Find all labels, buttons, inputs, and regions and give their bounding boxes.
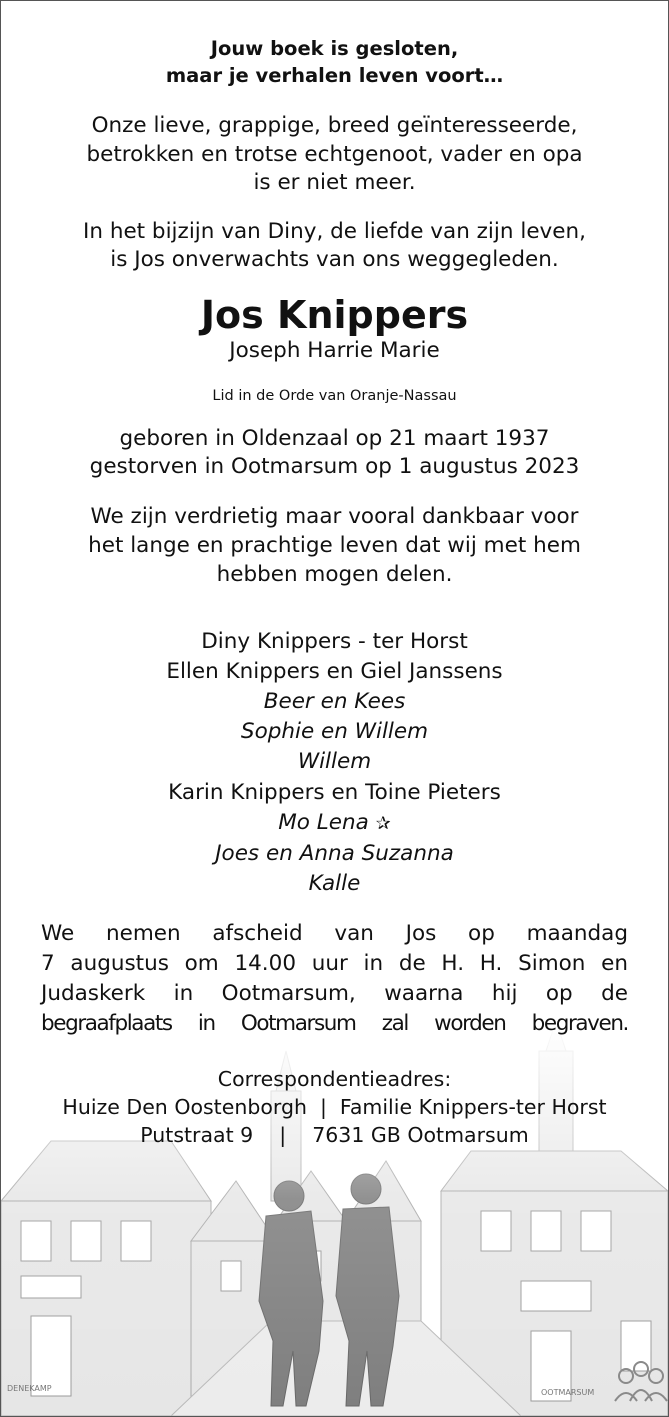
grandchildren: Beer en Kees	[263, 688, 406, 714]
passing-line: In het bijzijn van Diny, de liefde van zijn leven,	[83, 218, 586, 244]
funeral-line: Judaskerk in Ootmarsum, waarna hij op de	[41, 981, 628, 1007]
distinction: Lid in de Orde van Oranje-Nassau	[212, 387, 457, 404]
intro-line: betrokken en trotse echtgenoot, vader en opa	[86, 141, 583, 167]
motto-line: Jouw boek is gesloten,	[210, 37, 459, 60]
grandchildren: Joes en Anna Suzanna	[215, 840, 454, 866]
deceased-full-name: Joseph Harrie Marie	[229, 337, 440, 363]
funeral-line: We nemen afscheid van Jos op maandag	[41, 921, 628, 947]
death-line: gestorven in Ootmarsum op 1 augustus 2023	[89, 454, 580, 479]
funeral-line: 7 augustus om 14.00 uur in de H. H. Simon en	[41, 951, 628, 977]
life-dates	[1, 425, 668, 482]
intro-paragraph	[1, 112, 668, 198]
grandchildren-with-star	[1, 808, 668, 839]
gratitude-paragraph	[1, 502, 668, 589]
obituary-text	[1, 1, 668, 1149]
family-member: Karin Knippers en Toine Pieters	[168, 779, 501, 805]
family-member: Ellen Knippers en Giel Janssens	[166, 658, 503, 684]
grandchildren: Sophie en Willem	[240, 719, 429, 745]
intro-line: is er niet meer.	[253, 170, 416, 195]
intro-line: Onze lieve, grappige, breed geïnteresseerde,	[91, 113, 578, 138]
funeral-paragraph	[41, 919, 628, 1039]
funeral-line: begraafplaats in Ootmarsum zal worden begraven.	[41, 1011, 628, 1037]
address-line: Putstraat 9 | 7631 GB Ootmarsum	[140, 1123, 529, 1148]
passing-line: is Jos onverwachts van ons weggegleden.	[110, 247, 559, 272]
caption-right: OOTMARSUM	[541, 1388, 595, 1397]
correspondence-address	[1, 1065, 668, 1149]
grandchildren: Kalle	[308, 871, 361, 897]
motto	[1, 35, 668, 89]
family-member: Diny Knippers - ter Horst	[201, 628, 468, 654]
caption-left: DENEKAMP	[7, 1384, 52, 1393]
birth-line: geboren in Oldenzaal op 21 maart 1937	[119, 425, 550, 451]
address-heading: Correspondentieadres:	[217, 1067, 452, 1092]
gratitude-line: hebben mogen delen.	[216, 561, 453, 587]
family-list	[1, 627, 668, 900]
gratitude-line: het lange en prachtige leven dat wij met hem	[88, 532, 581, 558]
motto-line: maar je verhalen leven voort…	[165, 64, 504, 87]
address-line: Huize Den Oostenborgh | Familie Knippers-ter Horst	[62, 1095, 607, 1120]
grandchild-name: Mo Lena	[278, 809, 369, 835]
grandchildren: Willem	[297, 749, 372, 775]
star-icon: ✰	[375, 812, 391, 834]
deceased-name: Jos Knippers	[200, 292, 469, 337]
passing-paragraph	[1, 218, 668, 275]
gratitude-line: We zijn verdrietig maar vooral dankbaar voor	[90, 503, 579, 529]
